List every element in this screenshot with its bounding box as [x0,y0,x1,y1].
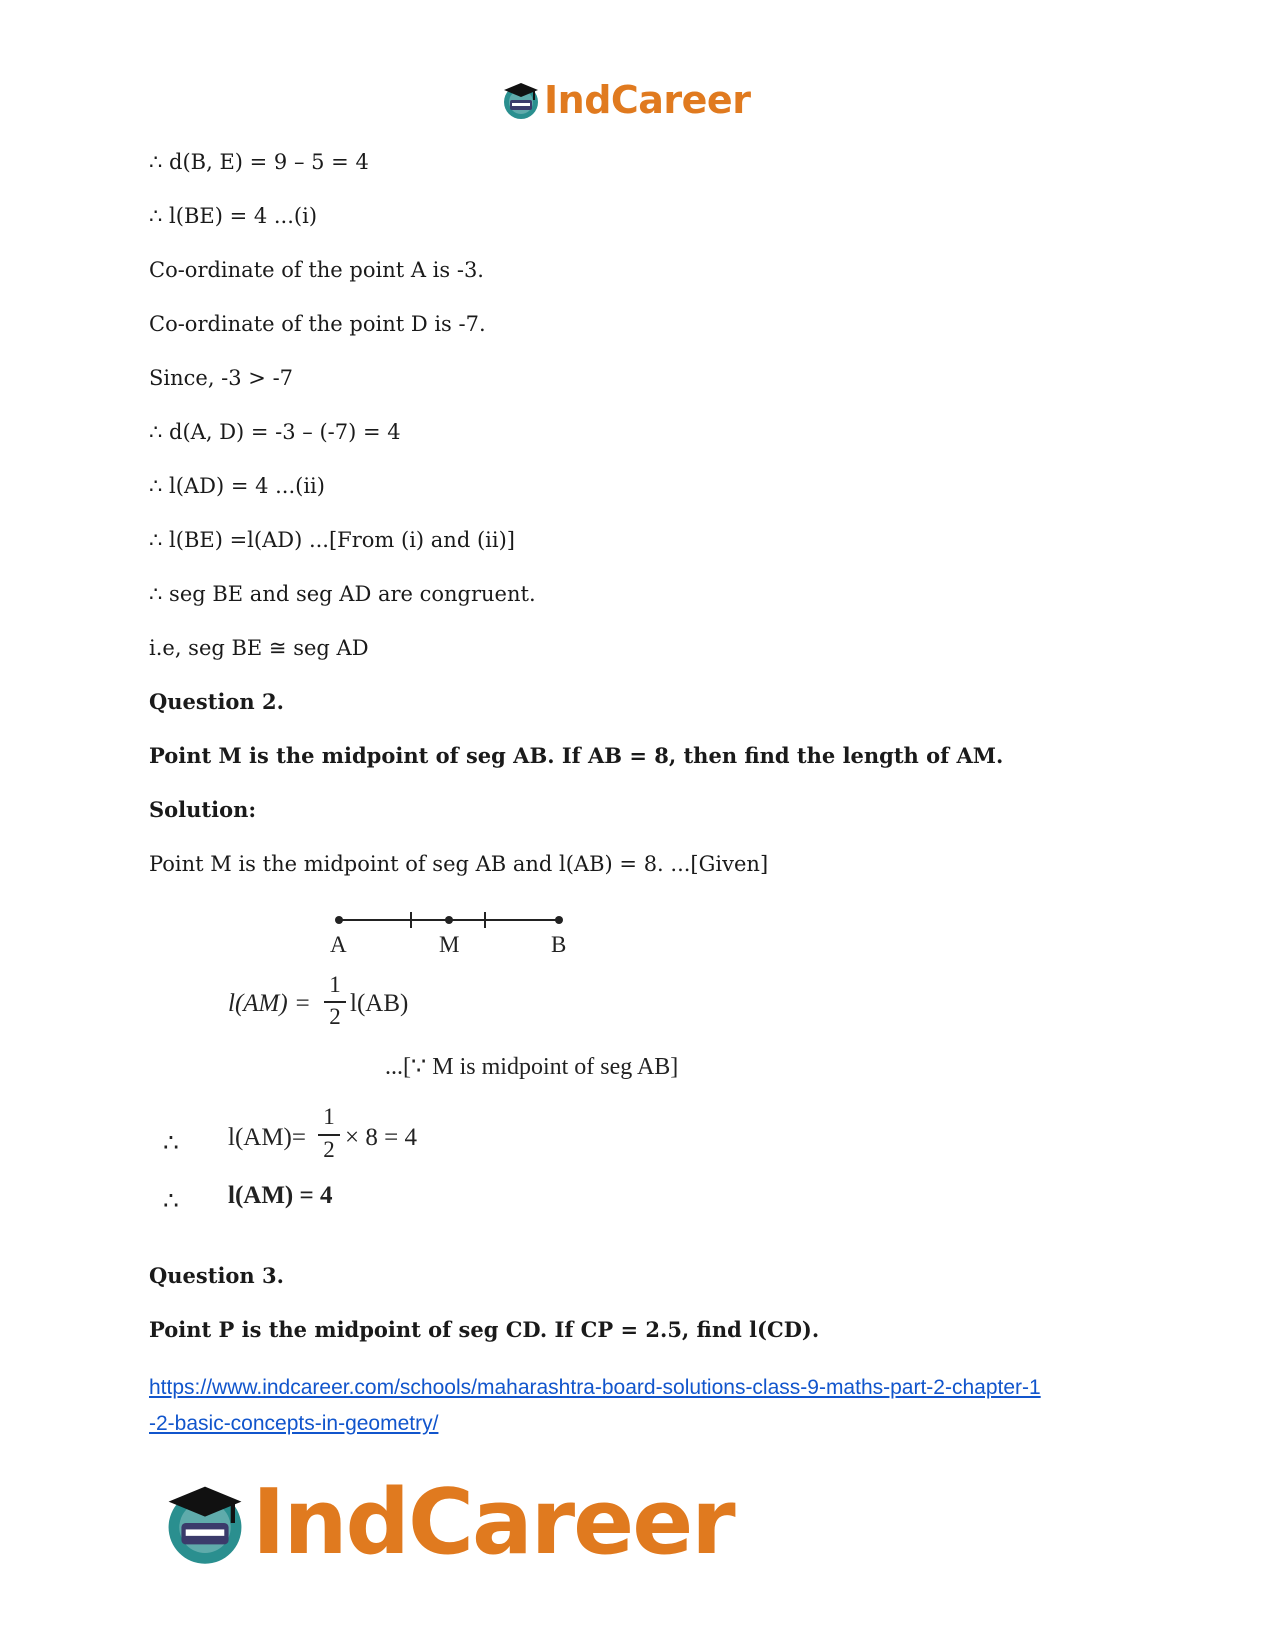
graduation-globe-icon [160,1478,250,1568]
therefore-symbol: ∴ [163,1188,179,1215]
therefore-symbol: ∴ [163,1130,179,1157]
fraction-bar [318,1134,340,1136]
logo-wordmark: IndCareer [544,78,751,122]
point-m [445,916,453,924]
text-line: ∴ l(AD) = 4 ...(ii) [149,474,325,498]
label-a: A [330,932,347,957]
logo-wordmark: IndCareer [252,1470,734,1575]
equation-result: l(AM) = 4 [228,1182,333,1209]
point-b [555,916,563,924]
solution-given: Point M is the midpoint of seg AB and l(AB) = 8. ...[Given] [149,852,769,876]
label-m: M [439,932,460,957]
footer-logo [160,1470,734,1575]
header-logo [500,78,750,122]
text-line: ∴ d(B, E) = 9 – 5 = 4 [149,150,369,174]
text-line: i.e, seg BE ≅ seg AD [149,636,369,660]
equation-2-lhs: l(AM)= [228,1124,306,1151]
fraction-denominator: 2 [323,1137,335,1162]
text-line: ∴ l(BE) = 4 ...(i) [149,204,318,228]
point-a [335,916,343,924]
text-line: ∴ seg BE and seg AD are congruent. [149,582,536,606]
solution-heading: Solution: [149,797,257,822]
source-link-line-2[interactable]: -2-basic-concepts-in-geometry/ [149,1412,439,1435]
equation-2-rhs: × 8 = 4 [345,1124,417,1151]
fraction-denominator: 2 [329,1004,341,1029]
source-link-line-1[interactable]: https://www.indcareer.com/schools/maharashtra-board-solutions-class-9-maths-part-2-chapter-1 [149,1376,1041,1399]
equation-1-lhs: l(AM) = [228,990,311,1017]
text-line: Co-ordinate of the point A is -3. [149,258,484,282]
text-line: Co-ordinate of the point D is -7. [149,312,486,336]
equation-1-rhs: l(AB) [350,990,409,1017]
text-line: ∴ l(BE) =l(AD) ...[From (i) and (ii)] [149,528,515,552]
segment-ab-figure [325,905,585,935]
text-line: ∴ d(A, D) = -3 – (-7) = 4 [149,420,401,444]
equation-reason: ...[∵ M is midpoint of seg AB] [385,1054,679,1080]
question-3-text: Point P is the midpoint of seg CD. If CP = 2.5, find l(CD). [149,1317,820,1342]
question-2-text: Point M is the midpoint of seg AB. If AB = 8, then find the length of AM. [149,743,1004,768]
question-2-heading: Question 2. [149,689,284,714]
fraction-bar [324,1001,346,1003]
fraction-numerator: 1 [323,1104,335,1129]
source-link[interactable] [149,1370,1129,1442]
label-b: B [551,932,567,957]
fraction-numerator: 1 [329,972,341,997]
text-line: Since, -3 > -7 [149,366,294,390]
question-3-heading: Question 3. [149,1263,284,1288]
graduation-globe-icon [500,79,542,121]
